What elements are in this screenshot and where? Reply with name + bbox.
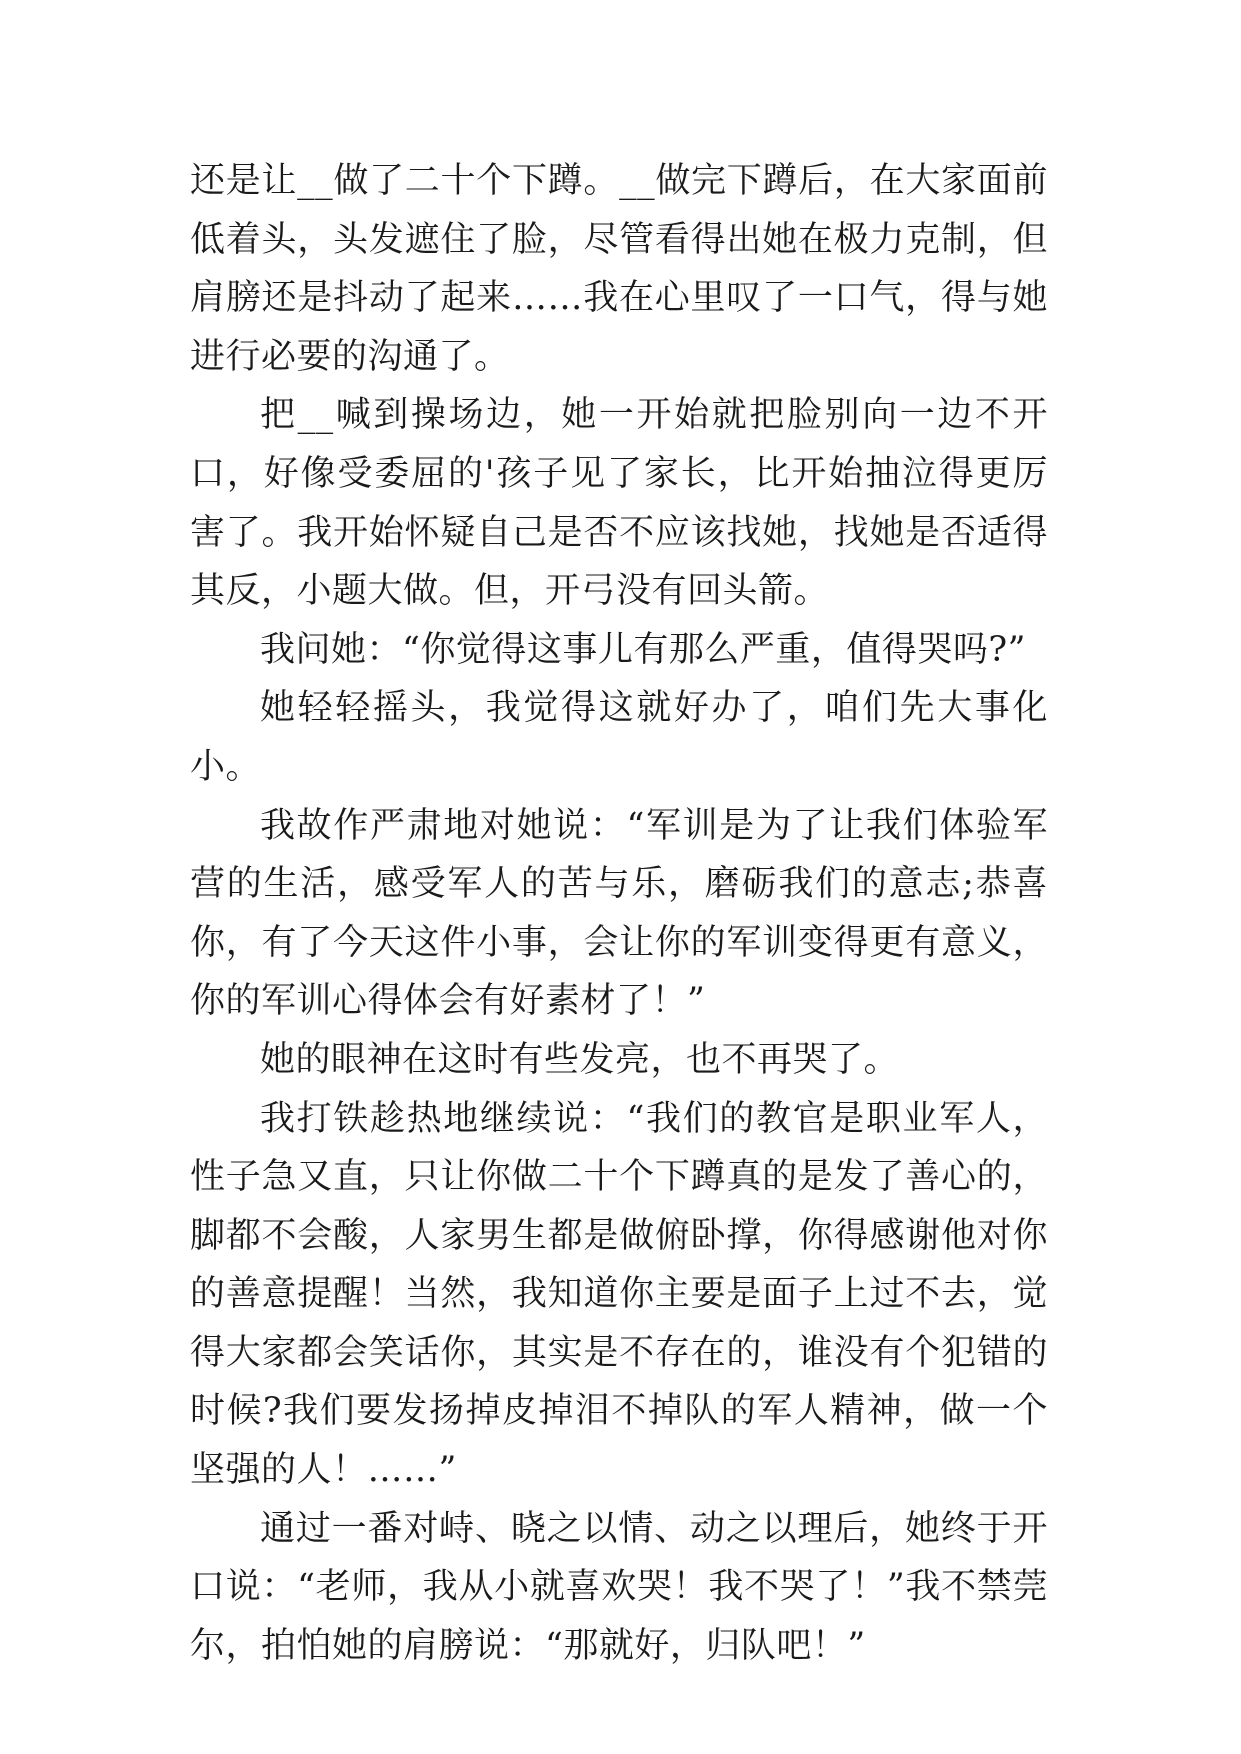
paragraph-4: 她轻轻摇头，我觉得这就好办了，咱们先大事化小。 xyxy=(190,688,1048,787)
paragraph-1: 还是让__做了二十个下蹲。__做完下蹲后，在大家面前低着头，头发遮住了脸，尽管看得出她在极力克制，但肩膀还是抖动了起来……我在心里叹了一口气，得与她进行必要的沟通了。 xyxy=(190,161,1048,377)
paragraph-2: 把__喊到操场边，她一开始就把脸别向一边不开口，好像受委屈的'孩子见了家长，比开始抽泣得更厉害了。我开始怀疑自己是否不应该找她，找她是否适得其反，小题大做。但，开弓没有回头箭。 xyxy=(190,395,1048,612)
paragraph-7: 我打铁趁热地继续说：“我们的教官是职业军人，性子急又直，只让你做二十个下蹲真的是发了善心的，脚都不会酸，人家男生都是做俯卧撑，你得感谢他对你的善意提醒！当然，我知道你主要是面子上过不去，觉得大家都会笑话你，其实是不存在的，谁没有个犯错的时候?我们要发扬掉皮掉泪不掉队的军人精神，做一个坚强的人！……” xyxy=(190,1098,1048,1491)
paragraph-5: 我故作严肃地对她说：“军训是为了让我们体验军营的生活，感受军人的苦与乐，磨砺我们的意志;恭喜你，有了今天这件小事，会让你的军训变得更有意义，你的军训心得体会有好素材了！” xyxy=(190,805,1048,1022)
paragraph-6: 她的眼神在这时有些发亮，也不再哭了。 xyxy=(260,1039,900,1080)
paragraph-3: 我问她：“你觉得这事儿有那么严重，值得哭吗?” xyxy=(260,629,1027,670)
document-page xyxy=(190,152,1048,1675)
paragraph-8: 通过一番对峙、晓之以情、动之以理后，她终于开口说：“老师，我从小就喜欢哭！我不哭了！”我不禁莞尔，拍怕她的肩膀说：“那就好，归队吧！” xyxy=(190,1508,1048,1666)
